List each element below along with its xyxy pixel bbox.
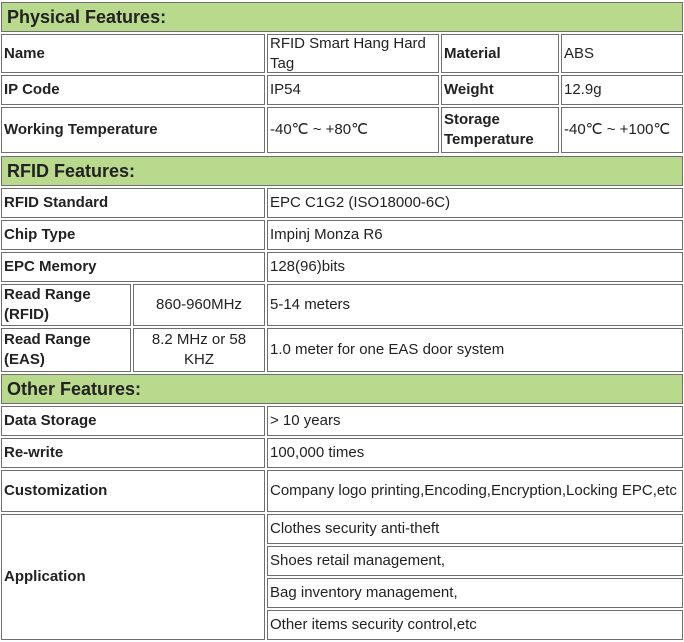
rewrite-label: Re-write [1, 438, 265, 468]
data-storage-label: Data Storage [1, 406, 265, 436]
application-item: Shoes retail management, [267, 546, 683, 576]
read-range-eas-value: 1.0 meter for one EAS door system [267, 328, 683, 372]
storage-temperature-label: Storage Temperature [441, 107, 559, 153]
customization-value: Company logo printing,Encoding,Encryption,Locking EPC,etc [267, 470, 683, 512]
weight-label: Weight [441, 75, 559, 105]
name-label: Name [1, 34, 265, 73]
data-storage-value: > 10 years [267, 406, 683, 436]
rfid-standard-label: RFID Standard [1, 188, 265, 218]
application-item: Clothes security anti-theft [267, 514, 683, 544]
epc-memory-label: EPC Memory [1, 252, 265, 282]
application-label: Application [1, 514, 265, 640]
read-range-eas-label: Read Range (EAS) [1, 328, 131, 372]
storage-temperature-value: -40℃ ~ +100℃ [561, 107, 683, 153]
application-item: Other items security control,etc [267, 610, 683, 640]
material-label: Material [441, 34, 559, 73]
ip-code-value: IP54 [267, 75, 439, 105]
read-range-eas-frequency: 8.2 MHz or 58 KHZ [133, 328, 265, 372]
customization-label: Customization [1, 470, 265, 512]
chip-type-value: Impinj Monza R6 [267, 220, 683, 250]
rfid-features-header: RFID Features: [1, 156, 683, 186]
application-item: Bag inventory management, [267, 578, 683, 608]
read-range-rfid-label: Read Range (RFID) [1, 284, 131, 326]
weight-value: 12.9g [561, 75, 683, 105]
read-range-rfid-value: 5-14 meters [267, 284, 683, 326]
epc-memory-value: 128(96)bits [267, 252, 683, 282]
ip-code-label: IP Code [1, 75, 265, 105]
working-temperature-label: Working Temperature [1, 107, 265, 153]
material-value: ABS [561, 34, 683, 73]
other-features-header: Other Features: [1, 374, 683, 404]
working-temperature-value: -40℃ ~ +80℃ [267, 107, 439, 153]
rfid-standard-value: EPC C1G2 (ISO18000-6C) [267, 188, 683, 218]
physical-features-header: Physical Features: [1, 2, 683, 32]
rewrite-value: 100,000 times [267, 438, 683, 468]
chip-type-label: Chip Type [1, 220, 265, 250]
name-value: RFID Smart Hang Hard Tag [267, 34, 439, 73]
read-range-rfid-frequency: 860-960MHz [133, 284, 265, 326]
